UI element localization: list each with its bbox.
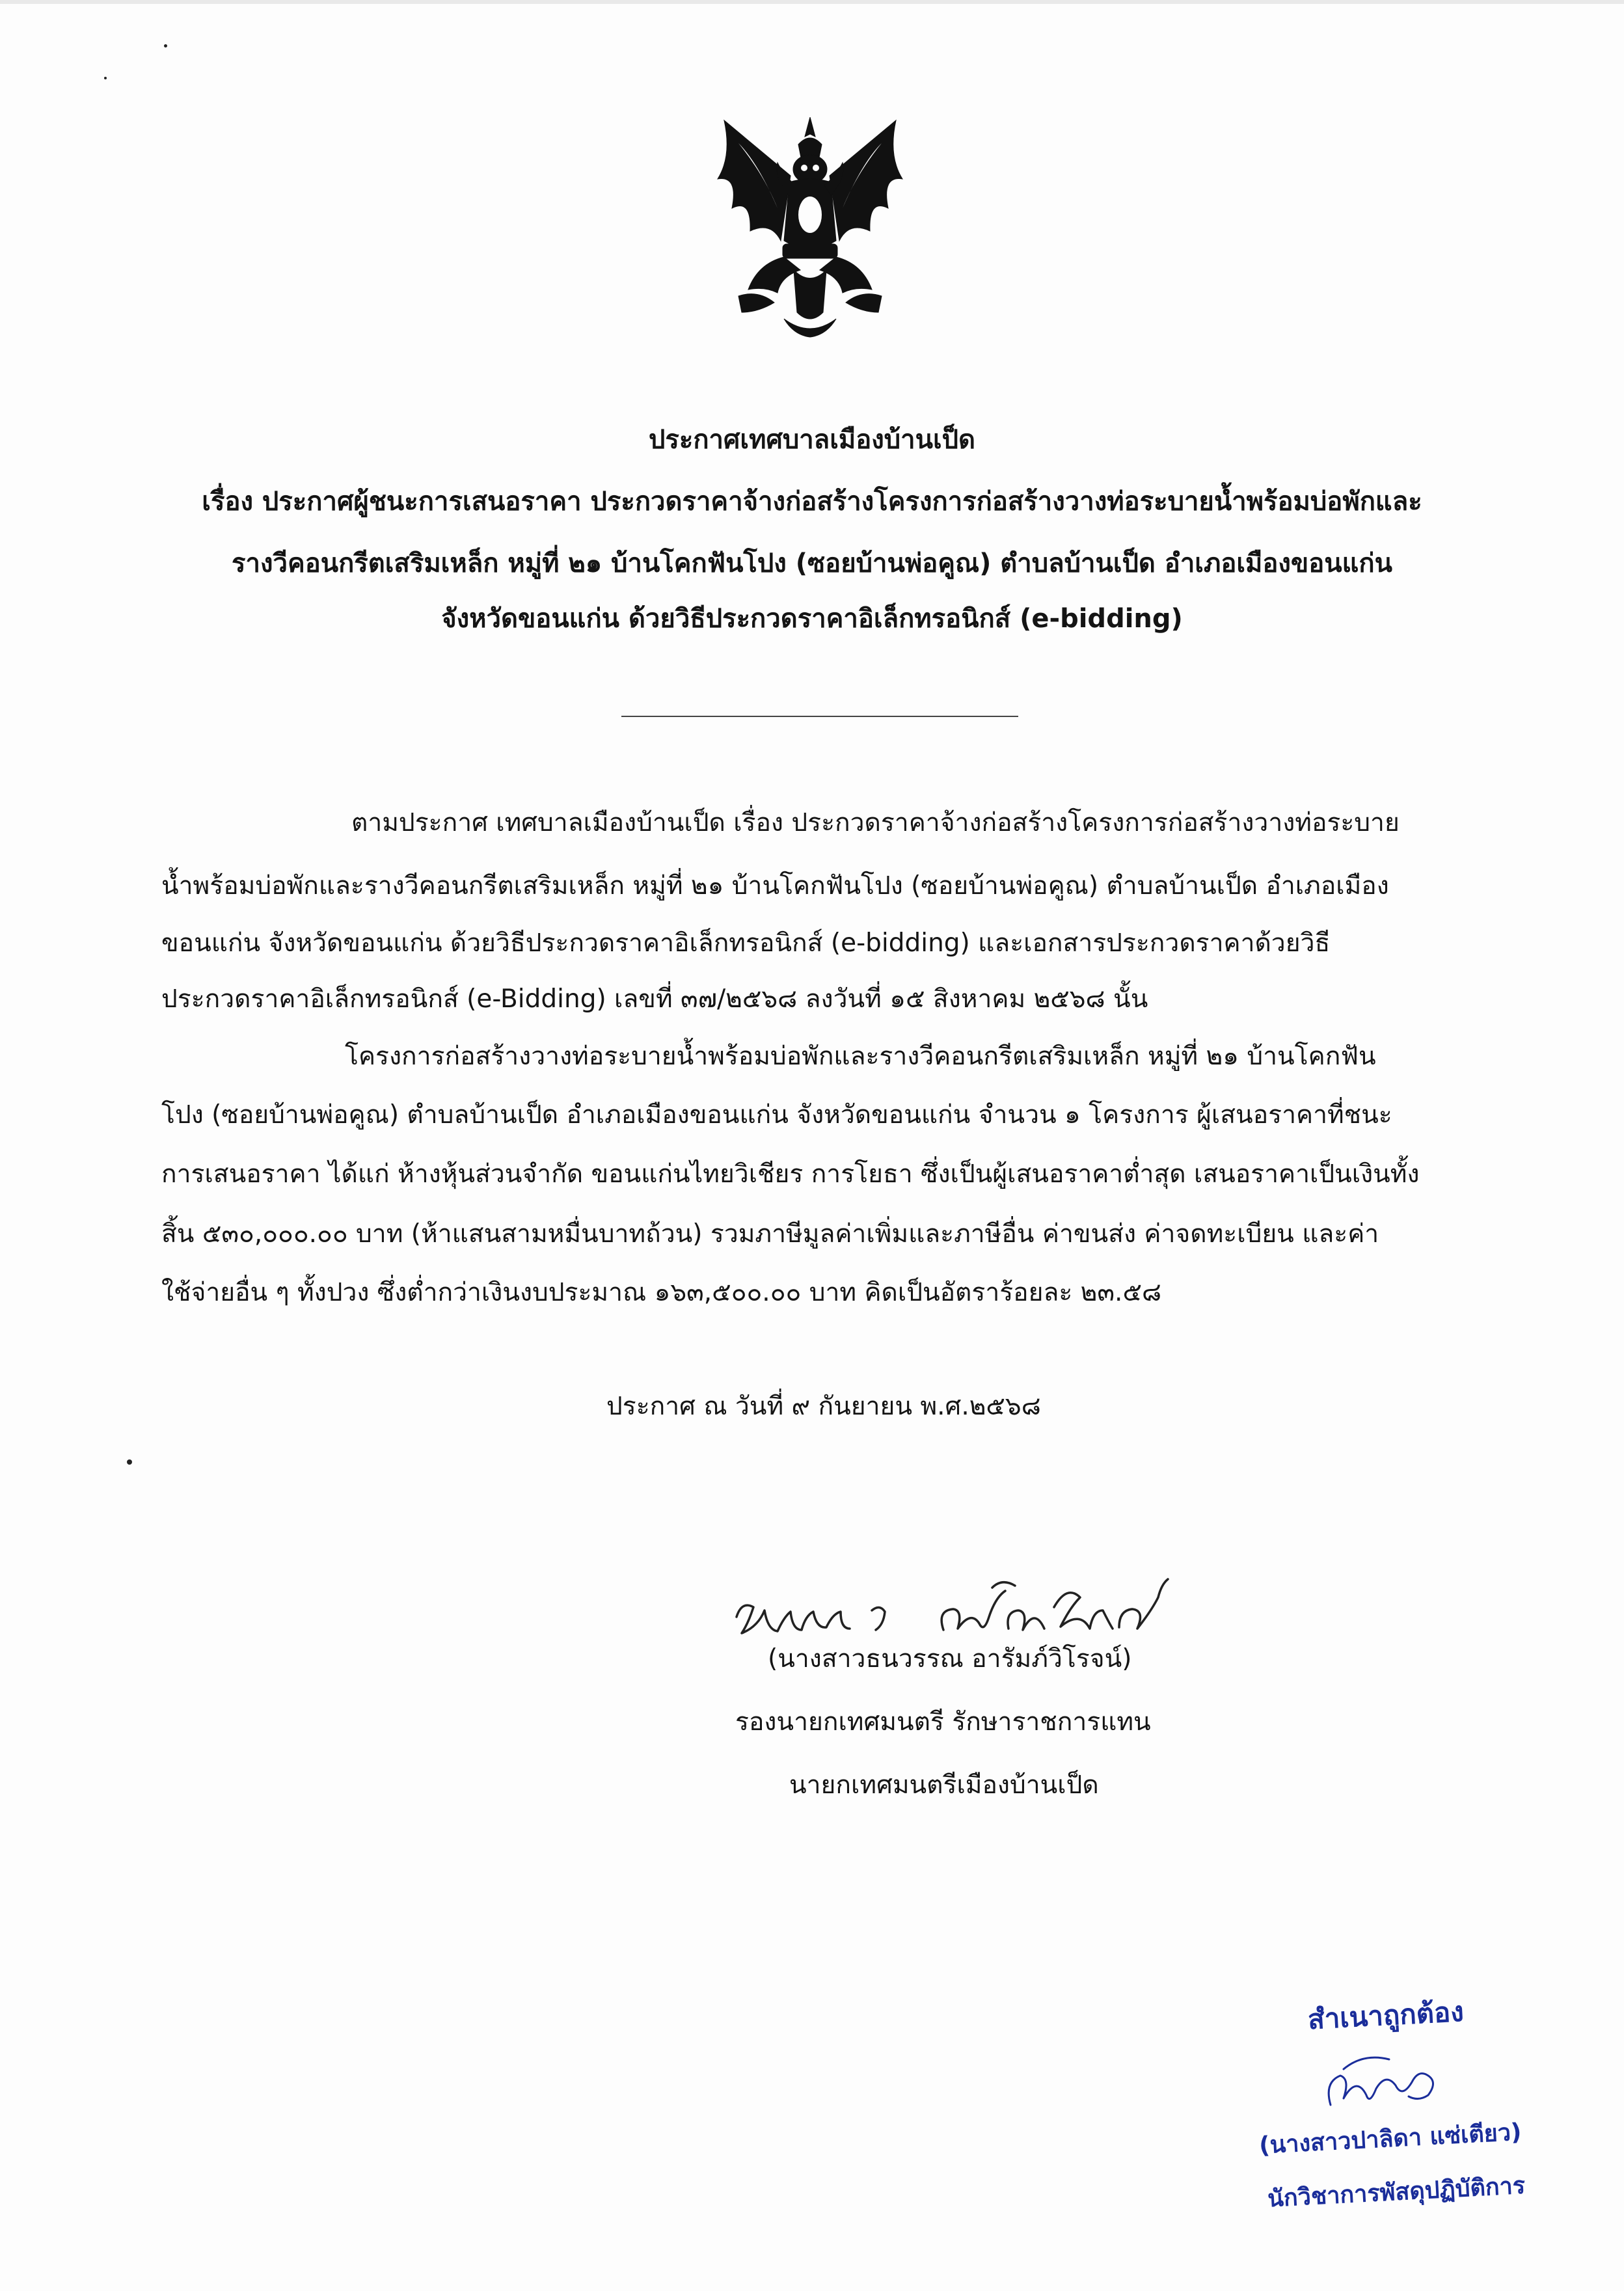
garuda-emblem-icon bbox=[712, 117, 908, 338]
scan-speck bbox=[164, 44, 167, 47]
paragraph-1-line: ขอนแก่น จังหวัดขอนแก่น ด้วยวิธีประกวดราคาอิเล็กทรอนิกส์ (e-bidding) และเอกสารประกวดราคาด้วยวิธี bbox=[161, 929, 1331, 958]
subject-line: เรื่อง ประกาศผู้ชนะการเสนอราคา ประกวดราคาจ้างก่อสร้างโครงการก่อสร้างวางท่อระบายน้ำพร้อมบ่อพักและ bbox=[202, 487, 1422, 517]
subject-line: รางวีคอนกรีตเสริมเหล็ก หมู่ที่ ๒๑ บ้านโคกฟันโปง (ซอยบ้านพ่อคูณ) ตำบลบ้านเป็ด อำเภอเมืองขอนแก่น bbox=[232, 549, 1392, 578]
paragraph-2-line: การเสนอราคา ได้แก่ ห้างหุ้นส่วนจำกัด ขอนแก่นไทยวิเชียร การโยธา ซึ่งเป็นผู้เสนอราคาต่ำสุด เสนอราคาเป็นเงินทั้ง bbox=[161, 1159, 1420, 1189]
document-title: ประกาศเทศบาลเมืองบ้านเป็ด bbox=[648, 425, 976, 455]
signer-name: (นางสาวธนวรรณ อารัมภ์วิโรจน์) bbox=[768, 1644, 1132, 1674]
scan-edge bbox=[0, 0, 1624, 4]
announcement-date: ประกาศ ณ วันที่ ๙ กันยายน พ.ศ.๒๕๖๘ bbox=[606, 1392, 1041, 1421]
paragraph-2-line: โครงการก่อสร้างวางท่อระบายน้ำพร้อมบ่อพักและรางวีคอนกรีตเสริมเหล็ก หมู่ที่ ๒๑ บ้านโคกฟัน bbox=[345, 1042, 1376, 1071]
scan-speck bbox=[127, 1459, 132, 1465]
paragraph-1-line: ประกวดราคาอิเล็กทรอนิกส์ (e-Bidding) เลขที่ ๓๗/๒๕๖๘ ลงวันที่ ๑๕ สิงหาคม ๒๕๖๘ นั้น bbox=[161, 984, 1148, 1014]
certified-copy-stamp-title: สำเนาถูกต้อง bbox=[1306, 1995, 1465, 2036]
certified-copy-signer-name: (นางสาวปาลิดา แซ่เตียว) bbox=[1258, 2119, 1522, 2160]
certified-copy-signer-position: นักวิชาการพัสดุปฏิบัติการ bbox=[1267, 2172, 1526, 2213]
certified-copy-signature bbox=[1305, 2050, 1461, 2111]
paragraph-1-line: น้ำพร้อมบ่อพักและรางวีคอนกรีตเสริมเหล็ก หมู่ที่ ๒๑ บ้านโคกฟันโปง (ซอยบ้านพ่อคูณ) ตำบลบ้านเป็ด อำเภอเมือง bbox=[161, 871, 1389, 901]
signer-position: นายกเทศมนตรีเมืองบ้านเป็ด bbox=[789, 1770, 1099, 1800]
paragraph-2-line: ใช้จ่ายอื่น ๆ ทั้งปวง ซึ่งต่ำกว่าเงินงบประมาณ ๑๖๓,๕๐๐.๐๐ บาท คิดเป็นอัตราร้อยละ ๒๓.๕๘ bbox=[161, 1278, 1162, 1307]
paragraph-2-line: สิ้น ๕๓๐,๐๐๐.๐๐ บาท (ห้าแสนสามหมื่นบาทถ้วน) รวมภาษีมูลค่าเพิ่มและภาษีอื่น ค่าขนส่ง ค่าจดทะเบียน และค่า bbox=[161, 1219, 1379, 1249]
signer-position: รองนายกเทศมนตรี รักษาราชการแทน bbox=[735, 1707, 1151, 1737]
paragraph-2-line: โปง (ซอยบ้านพ่อคูณ) ตำบลบ้านเป็ด อำเภอเมืองขอนแก่น จังหวัดขอนแก่น จำนวน ๑ โครงการ ผู้เสนอราคาที่ชนะ bbox=[161, 1100, 1392, 1130]
divider-line bbox=[621, 716, 1018, 717]
handwritten-signature bbox=[729, 1571, 1171, 1646]
subject-line: จังหวัดขอนแก่น ด้วยวิธีประกวดราคาอิเล็กทรอนิกส์ (e-bidding) bbox=[441, 604, 1183, 634]
scan-speck bbox=[104, 77, 107, 79]
paragraph-1-line: ตามประกาศ เทศบาลเมืองบ้านเป็ด เรื่อง ประกวดราคาจ้างก่อสร้างโครงการก่อสร้างวางท่อระบาย bbox=[351, 808, 1400, 837]
